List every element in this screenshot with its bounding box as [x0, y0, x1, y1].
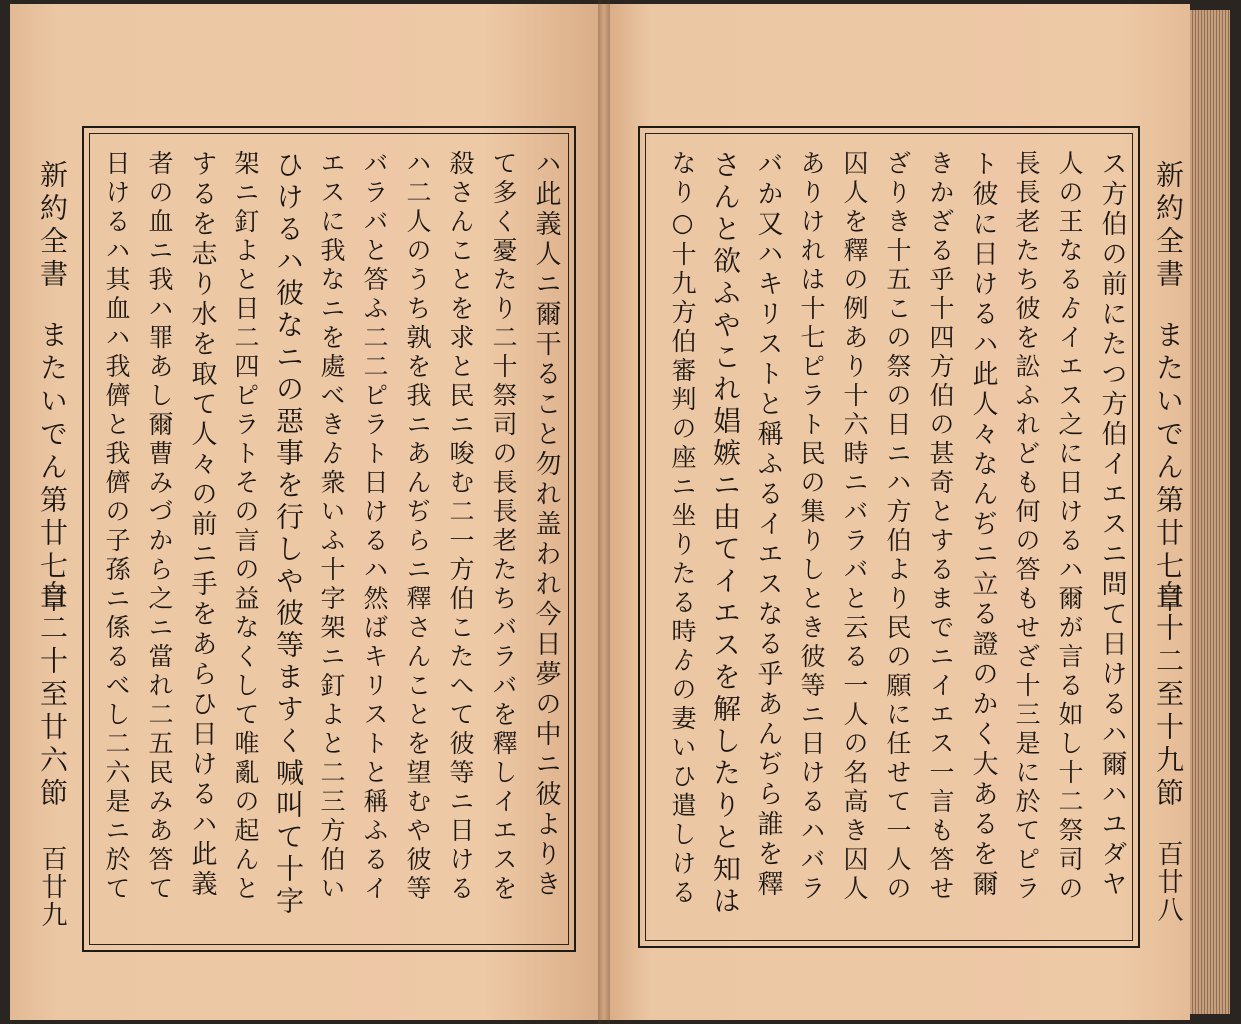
- left-column-11: 日けるハ其血ハ我儕と我儕の子孫ニ係るべし二六是ニ於て: [102, 150, 131, 904]
- right-header-verses: 自十二至十九節: [1152, 580, 1185, 811]
- right-column-9: バか又ハキリストと稱ふるイエスなる乎あんぢら誰を釋: [753, 150, 783, 900]
- left-column-5: バラバと答ふ二二ピラト日けるハ然ばキリストと稱ふるイ: [360, 150, 389, 904]
- left-column-2: て多く憂たり二十祭司の長長老たちバラバを釋しイエスを: [489, 150, 518, 904]
- right-column-2: 人の王なるゟイエス之に日けるハ爾が言る如し十二祭司の: [1055, 150, 1084, 904]
- left-column-1: ハ此義人ニ爾干ること勿れ盖われ今日夢の中ニ彼よりき: [531, 150, 561, 900]
- right-header-chapter: またいでん第廿七章: [1152, 320, 1185, 617]
- book-gutter: [598, 0, 610, 1024]
- right-column-5: きかざる乎十四方伯の甚奇とするまでニイエス一言も答せ: [926, 150, 955, 904]
- right-column-10: さんと欲ふやこれ娼嫉ニ由てイエスを解したりと知は: [709, 150, 742, 918]
- right-column-6: ざりき十五この祭の日ニハ方伯より民の願に任せて一人の: [883, 150, 912, 904]
- page-edges: [1190, 10, 1230, 1014]
- left-column-9: するを志り水を取て人々の前ニ手をあらひ日けるハ此義: [187, 150, 217, 900]
- left-header-verses: 自二十至廿六節: [36, 580, 69, 811]
- right-page-number: 百廿八: [1153, 840, 1183, 924]
- left-column-3: 殺さんことを求と民ニ唆む二一方伯こたへて彼等ニ日ける: [446, 150, 475, 904]
- left-column-6: エスに我なニを處べきゟ衆いふ十字架ニ釘よと二三方伯い: [317, 150, 346, 904]
- right-column-4: ト彼に日けるハ此人々なんぢニ立る證のかく大あるを爾: [968, 150, 998, 900]
- left-column-10: 者の血ニ我ハ罪あし爾曹みづから之ニ當れ二五民みあ答て: [145, 150, 174, 904]
- right-header-title: 新約全書: [1152, 160, 1185, 292]
- left-header-title: 新約全書: [36, 160, 69, 292]
- left-column-7: ひけるハ彼なニの惡事を行しや彼等ますく喊叫て十字: [272, 150, 305, 918]
- right-column-1: ス方伯の前にたつ方伯イエスニ問て日けるハ爾ハユダヤ: [1097, 150, 1127, 900]
- right-column-8: ありけれは十七ピラト民の集りしとき彼等ニ日けるハバラ: [797, 150, 826, 904]
- left-column-4: ハ二人のうち孰を我ニあんぢらニ釋さんことを望むや彼等: [403, 150, 432, 904]
- left-header-chapter: またいでん第廿七章: [36, 320, 69, 617]
- right-column-7: 囚人を釋の例あり十六時ニバラバと云る一人の名高き囚人: [840, 150, 869, 904]
- right-column-11: なり○十九方伯審判の座ニ坐りたる時ゟの妻いひ遣しける: [668, 150, 697, 908]
- right-column-3: 長長老たち彼を訟ふれども何の答もせざ十三是に於てピラ: [1012, 150, 1041, 904]
- left-column-8: 架ニ釘よと日二四ピラトその言の益なくして唯亂の起んと: [231, 150, 260, 904]
- left-page-number: 百廿九: [37, 845, 67, 929]
